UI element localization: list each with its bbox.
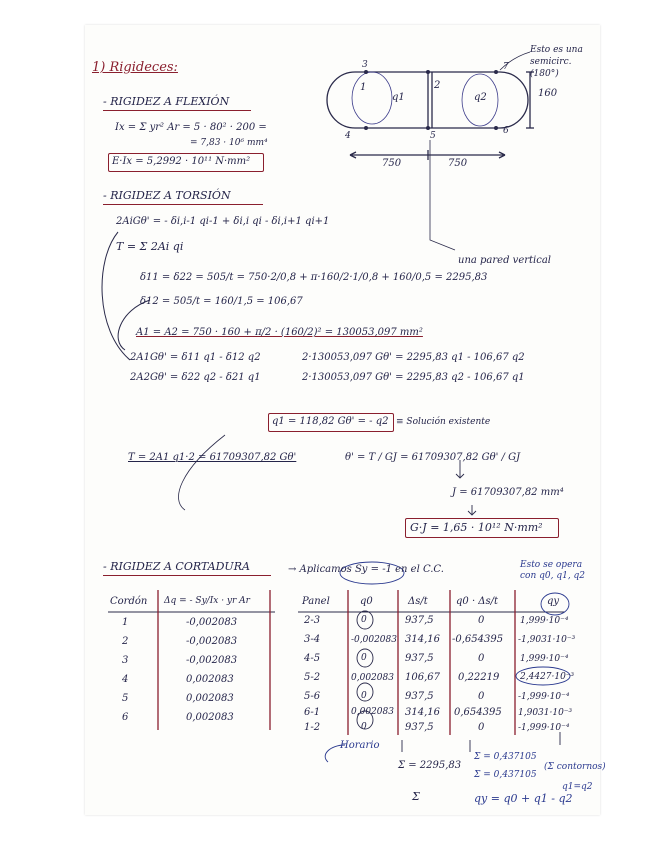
panel-q0: 0,002083 [351, 707, 394, 717]
panel-ds: 937,5 [405, 722, 434, 733]
cordon-6: 6 [122, 712, 129, 723]
sum-right-2: Σ = 0,437105 [474, 770, 537, 780]
shear-heading: - RIGIDEZ A CORTADURA [103, 560, 250, 573]
cordon-4: 4 [122, 674, 129, 685]
panel-name: 4-5 [304, 653, 321, 664]
panel-name: 3-4 [304, 634, 321, 645]
corner-6-label: 6 [503, 126, 509, 136]
system-eq-2: 2A2Gθ' = δ22 q2 - δ21 q1 [130, 372, 261, 383]
panel-q0: 0 [361, 615, 367, 625]
sum-contour-note: (Σ contornos) [544, 762, 606, 772]
shear-operation-note: Esto se opera con q0, q1, q2 [520, 560, 586, 581]
flexion-result: E·Ix = 5,2992 · 10¹¹ N·mm² [112, 156, 251, 167]
corner-4-label: 4 [345, 131, 351, 141]
cordon-1: 1 [122, 617, 129, 628]
torsion-heading: - RIGIDEZ A TORSIÓN [103, 189, 231, 202]
shear-heading-underline [103, 575, 271, 576]
right-table-header-product: q0 · Δs/t [456, 596, 499, 607]
cordon-2: 2 [122, 636, 129, 647]
dq-5: 0,002083 [186, 693, 234, 704]
dq-6: 0,002083 [186, 712, 234, 723]
panel-ds: 106,67 [405, 672, 440, 683]
delta-11-equation: δ11 = δ22 = 505/t = 750·2/0,8 + π·160/2·1/0,8 + 160/0,5 = 2295,83 [140, 272, 488, 283]
system-eq-1: 2A1Gθ' = δ11 q1 - δ12 q2 [130, 352, 261, 363]
dq-3: -0,002083 [186, 655, 238, 666]
right-table-header-ds: Δs/t [408, 596, 428, 607]
panel-product: 0 [478, 653, 485, 664]
panel-q0: -0,002083 [351, 635, 397, 645]
areas-equation: A1 = A2 = 750 · 160 + π/2 · (160/2)² = 130053,097 mm² [136, 327, 423, 338]
torque-sum-equation: T = Σ 2Ai qi [116, 240, 184, 253]
horario-label: Horario [340, 740, 380, 751]
flexion-heading: - RIGIDEZ A FLEXIÓN [103, 95, 230, 108]
corner-3-label: 3 [362, 60, 368, 70]
cordon-3: 3 [122, 655, 129, 666]
panel-product: 0 [478, 691, 485, 702]
cordon-5: 5 [122, 693, 129, 704]
panel-qy: -1,999·10⁻⁴ [518, 723, 570, 733]
system-eq-2-resolved: 2·130053,097 Gθ' = 2295,83 q2 - 106,67 q1 [302, 372, 525, 383]
panel-q0: 0,002083 [351, 673, 394, 683]
flexion-line-2: = 7,83 · 10⁶ mm⁴ [190, 138, 268, 148]
q2-label: q2 [474, 92, 487, 103]
torsion-heading-underline [103, 204, 263, 205]
panel-product: 0,654395 [454, 707, 502, 718]
dq-2: -0,002083 [186, 636, 238, 647]
panel-q0: 0 [361, 722, 367, 732]
panel-ds: 937,5 [405, 691, 434, 702]
node-1-label: 1 [360, 82, 367, 93]
panel-name: 5-2 [304, 672, 321, 683]
panel-qy: 1,9031·10⁻³ [518, 708, 573, 718]
dq-1: -0,002083 [186, 617, 238, 628]
panel-ds: 314,16 [405, 634, 440, 645]
J-result: J = 61709307,82 mm⁴ [452, 487, 564, 498]
semicircle-note: Esto es una semicirc. (180°) [530, 45, 583, 79]
panel-qy: -1,9031·10⁻³ [518, 635, 576, 645]
height-label: 160 [538, 88, 558, 99]
panel-name: 5-6 [304, 691, 321, 702]
panel-product: 0,22219 [458, 672, 500, 683]
delta-12-equation: δ12 = 505/t = 160/1,5 = 106,67 [140, 296, 303, 307]
qy-formula: qy = q0 + q1 - q2 [474, 792, 573, 805]
right-table-header-panel: Panel [302, 596, 330, 607]
panel-product: -0,654395 [452, 634, 504, 645]
torsion-main-equation: 2AiGθ' = - δi,i-1 qi-1 + δi,i qi - δi,i+1 qi+1 [116, 216, 330, 227]
panel-q0: 0 [361, 653, 367, 663]
corner-5-label: 5 [430, 131, 436, 141]
theta-equation: θ' = T / GJ = 61709307,82 Gθ' / GJ [345, 452, 521, 463]
solution-q1: q1 = 118,82 Gθ' = - q2 [272, 416, 389, 427]
q1-equals-q2-note: q1=q2 [562, 782, 593, 792]
panel-ds: 937,5 [405, 653, 434, 664]
panel-qy: 2,4427·10⁻³ [520, 672, 575, 682]
panel-name: 6-1 [304, 707, 321, 718]
system-eq-1-resolved: 2·130053,097 Gθ' = 2295,83 q1 - 106,67 q2 [302, 352, 525, 363]
panel-qy: 1,999·10⁻⁴ [520, 616, 569, 626]
panel-q0: 0 [361, 691, 367, 701]
panel-name: 1-2 [304, 722, 321, 733]
node-2-label: 2 [434, 80, 441, 91]
torque-equation: T = 2A1 q1·2 = 61709307,82 Gθ' [128, 452, 297, 463]
panel-qy: -1,999·10⁻⁴ [518, 692, 570, 702]
width-right-label: 750 [448, 158, 468, 169]
sum-right-1: Σ = 0,437105 [474, 752, 537, 762]
GJ-result: G·J = 1,65 · 10¹² N·mm² [410, 521, 543, 534]
flexion-heading-underline [103, 110, 251, 111]
wall-note: una pared vertical [458, 255, 551, 266]
panel-ds: 314,16 [405, 707, 440, 718]
sum-left: Σ = 2295,83 [398, 760, 462, 771]
cell1-flow [352, 72, 392, 124]
width-left-label: 750 [382, 158, 402, 169]
panel-qy: 1,999·10⁻⁴ [520, 654, 569, 664]
dq-4: 0,002083 [186, 674, 234, 685]
sum-symbol: Σ [412, 790, 420, 803]
panel-product: 0 [478, 722, 485, 733]
shear-applying-note: → Aplicamos Sy = -1 en el C.C. [288, 564, 444, 575]
panel-ds: 937,5 [405, 615, 434, 626]
flexion-line-1: Ix = Σ yr² Ar = 5 · 80² · 200 = [115, 122, 267, 133]
right-table-header-qy: qy [547, 596, 560, 607]
right-table-header-q0: q0 [360, 596, 373, 607]
section-title: 1) Rigideces: [92, 60, 178, 75]
left-table-header-dq: Δq = - Sy/Ix · yr Ar [164, 596, 250, 606]
panel-name: 2-3 [304, 615, 321, 626]
panel-product: 0 [478, 615, 485, 626]
q1-label: q1 [392, 92, 405, 103]
left-table-header-cordon: Cordón [110, 596, 148, 607]
solution-note: ≡ Solución existente [396, 417, 491, 427]
corner-7-label: 7 [503, 62, 509, 72]
